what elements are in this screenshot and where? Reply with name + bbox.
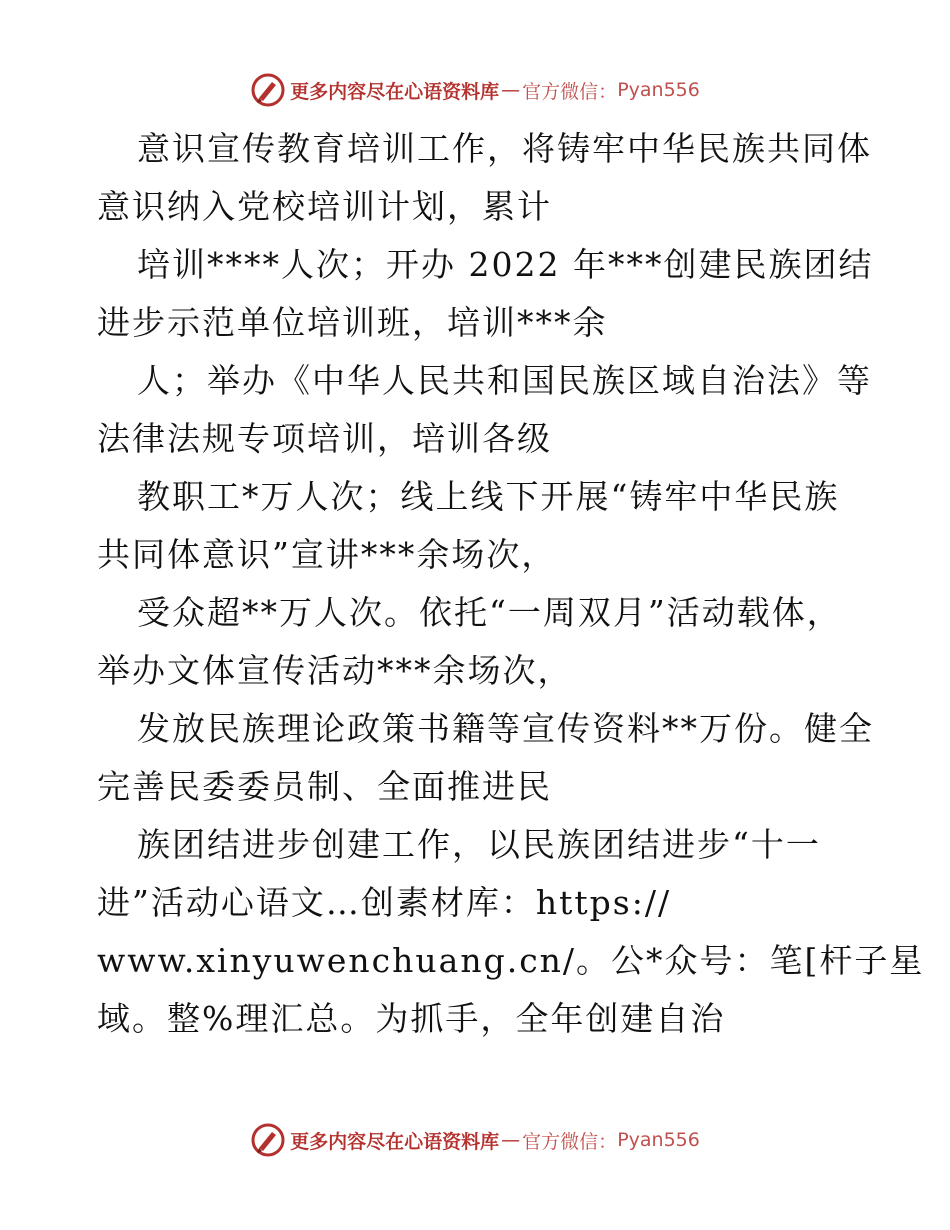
paragraph-line: 教职工*万人次；线上线下开展“铸牢中华民族	[137, 477, 840, 516]
paragraph-line: www.xinyuwenchuang.cn/。公*众号：笔[杆子星	[97, 941, 925, 980]
banner-separator: —	[501, 1129, 521, 1151]
banner-separator: —	[501, 79, 521, 101]
paragraph-line: 完善民委委员制、全面推进民	[97, 767, 552, 806]
paragraph-line: 族团结进步创建工作，以民族团结进步“十一	[137, 825, 821, 864]
paragraph-line: 意识纳入党校培训计划，累计	[97, 187, 552, 226]
paragraph-line: 发放民族理论政策书籍等宣传资料**万份。健全	[137, 709, 874, 748]
paragraph-line: 意识宣传教育培训工作，将铸牢中华民族共同体	[137, 129, 872, 168]
logo-pen-icon	[250, 72, 286, 108]
paragraph-line: 域。整%理汇总。为抓手，全年创建自治	[97, 999, 726, 1038]
banner-wechat-label: 官方微信：	[522, 1130, 618, 1153]
footer-watermark-banner	[0, 1120, 950, 1160]
paragraph-line: 培训****人次；开办 2022 年***创建民族团结	[137, 245, 874, 284]
banner-wechat-label: 官方微信：	[522, 80, 618, 103]
banner-wechat-id: Pyan556	[617, 1129, 700, 1151]
paragraph-line: 进”活动心语文…创素材库：https://	[97, 883, 672, 922]
paragraph-line: 进步示范单位培训班，培训***余	[97, 303, 608, 342]
banner-text: 更多内容尽在心语资料库	[290, 80, 500, 103]
logo-pen-icon	[250, 1122, 286, 1158]
document-body	[97, 120, 925, 1048]
banner-wechat-id: Pyan556	[617, 79, 700, 101]
header-watermark-banner	[0, 70, 950, 110]
paragraph-line: 举办文体宣传活动***余场次，	[97, 651, 573, 690]
paragraph-line: 人；举办《中华人民共和国民族区域自治法》等	[137, 361, 872, 400]
banner-text: 更多内容尽在心语资料库	[290, 1130, 500, 1153]
paragraph-line: 受众超**万人次。依托“一周双月”活动载体，	[137, 593, 842, 632]
paragraph-line: 共同体意识”宣讲***余场次，	[97, 535, 557, 574]
paragraph-line: 法律法规专项培训，培训各级	[97, 419, 552, 458]
